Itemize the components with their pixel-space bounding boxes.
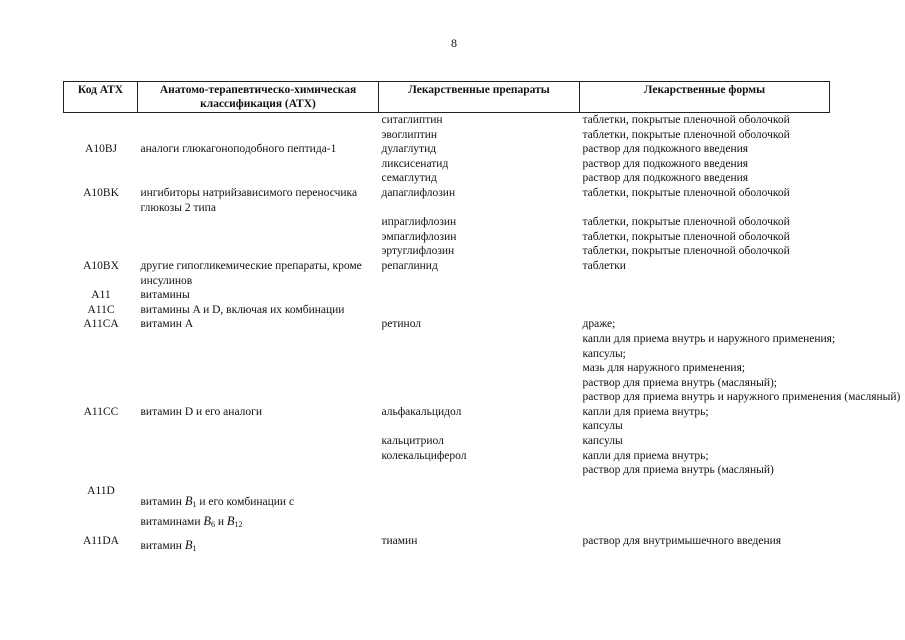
table-row [64,157,830,172]
atx-classification: витамины [140,289,190,302]
atx-classification [138,449,379,478]
drug-form-line: таблетки, покрытые пленочной оболочкой [582,128,790,141]
drug-forms [580,317,901,405]
a11d-text-2: и его комбинации с [199,495,295,508]
atx-code [64,128,138,143]
vitamin-b-symbol: B6 [203,513,215,529]
drug-form-line: раствор для приема внутрь и наружного применения (масляный) [582,391,901,404]
drug-form-line: капсулы [582,420,623,433]
drug-forms [580,113,830,128]
header-code: Код АТХ [64,82,138,113]
drug-name: тиамин [381,534,418,547]
drug-name: альфакальцидол [381,405,462,418]
atx-table [63,81,901,554]
atx-classification [138,215,379,230]
atx-classification: ингибиторы натрийзависимого переносчика глюкозы 2 типа [140,186,358,214]
drug-form-line: капли для приема внутрь и наружного применения; [582,332,836,345]
a11d-and: и [217,515,225,528]
table-row [64,113,830,128]
drug-form-line: таблетки, покрытые пленочной оболочкой [582,245,790,258]
atx-classification: аналоги глюкагоноподобного пептида-1 [140,143,337,156]
drug-form-line: таблетки, покрытые пленочной оболочкой [582,114,790,126]
drug-forms [580,288,830,303]
drug-name: дулаглутид [381,143,437,156]
drug-forms [580,171,830,186]
vitamin-b-symbol: B1 [184,493,197,509]
drug-forms [580,303,830,318]
table-row [64,244,830,259]
drug-name: ретинол [381,318,422,331]
table-row-a11da [64,532,830,555]
table-row [64,230,830,245]
drug-forms [580,532,830,555]
atx-code: A11CC [83,405,119,418]
table-row [64,317,830,405]
atx-code [64,171,138,186]
table-row [64,259,830,288]
drug-name [379,478,580,532]
drug-name: ситаглиптин [381,114,443,126]
drug-forms [580,434,830,449]
drug-form-line: раствор для подкожного введения [582,172,749,185]
table-row [64,171,830,186]
drug-forms [580,259,830,288]
page-number: 8 [451,36,457,50]
atx-classification [138,157,379,172]
table-body [64,113,901,555]
drug-form-line: раствор для подкожного введения [582,157,749,170]
drug-name: эмпаглифлозин [381,230,457,243]
table-row-a11d [64,478,830,532]
drug-name: эртуглифлозин [381,245,455,258]
atx-code: A10BJ [85,143,117,156]
atx-code: A10BX [83,259,119,272]
drug-name: эвоглиптин [381,128,438,141]
drug-forms [580,128,830,143]
drug-forms [580,186,830,215]
atx-classification [138,171,379,186]
header-forms: Лекарственные формы [580,82,830,113]
drug-forms [580,157,830,172]
drug-form-line: драже; [582,318,616,331]
atx-code [64,215,138,230]
atx-classification: витамины A и D, включая их комбинации [140,303,345,316]
drug-forms [580,244,830,259]
drug-form-line: капсулы; [582,347,626,360]
drug-name: дапаглифлозин [381,186,456,199]
table-row [64,288,830,303]
table-row [64,303,830,318]
table-header-row [64,82,830,113]
drug-form-line: капли для приема внутрь; [582,449,709,462]
drug-form-line: капли для приема внутрь; [582,405,709,418]
atx-classification: витамин D и его аналоги [140,405,263,418]
drug-form-line: таблетки [582,259,626,272]
atx-classification [138,230,379,245]
atx-classification [138,128,379,143]
drug-name: колекальциферол [381,449,467,462]
drug-forms [580,405,830,434]
vitamin-b-symbol: B1 [184,537,197,553]
table-row [64,215,830,230]
drug-forms [580,449,830,478]
drug-form-line: капсулы [582,435,623,448]
atx-classification [138,244,379,259]
drug-form-line: раствор для приема внутрь (масляный); [582,376,778,389]
atx-classification: витамин A [140,318,194,331]
atx-classification [138,532,379,555]
table-row [64,405,830,434]
atx-code [64,157,138,172]
drug-name: ипраглифлозин [381,216,457,229]
a11d-text-1: витамин [140,495,182,508]
atx-classification [138,478,379,532]
drug-forms [580,478,830,532]
drug-name: ликсисенатид [381,157,449,170]
drug-name [379,288,580,303]
table-row [64,128,830,143]
a11da-text-1: витамин [140,539,182,552]
atx-code [64,244,138,259]
drug-form-line: таблетки, покрытые пленочной оболочкой [582,186,790,199]
header-drugs: Лекарственные препараты [379,82,580,113]
atx-classification [138,113,379,128]
header-classification: Анатомо-терапевтическо-химическая классификация (АТХ) [138,82,379,113]
atx-code: A11CA [83,318,119,331]
drug-name [379,303,580,318]
atx-code: A10BK [83,186,119,199]
table-row [64,186,830,215]
drug-name: семаглутид [381,172,437,185]
atx-code: A11DA [83,534,119,547]
drug-forms [580,215,830,230]
drug-form-line: раствор для подкожного введения [582,143,749,156]
atx-code [64,113,138,128]
table-row [64,142,830,157]
table-row [64,434,830,449]
atx-classification: другие гипогликемические препараты, кроме инсулинов [140,259,362,287]
vitamin-b-symbol: B12 [226,513,243,529]
atx-code [64,230,138,245]
atx-code: A11D [87,484,115,497]
table-row [64,449,830,478]
drug-forms [580,230,830,245]
drug-form-line: раствор для приема внутрь (масляный) [582,464,774,477]
a11d-text-3: витаминами [140,515,201,528]
atx-code [64,449,138,478]
drug-form-line: мазь для наружного применения; [582,362,746,375]
atx-code: A11 [91,289,111,302]
drug-forms [580,142,830,157]
drug-name: кальцитриол [381,435,444,448]
atx-classification [138,434,379,449]
atx-code: A11C [87,303,115,316]
drug-form-line: раствор для внутримышечного введения [582,534,782,547]
drug-form-line: таблетки, покрытые пленочной оболочкой [582,216,790,229]
atx-code [64,434,138,449]
drug-name: репаглинид [381,259,438,272]
drug-form-line: таблетки, покрытые пленочной оболочкой [582,230,790,243]
